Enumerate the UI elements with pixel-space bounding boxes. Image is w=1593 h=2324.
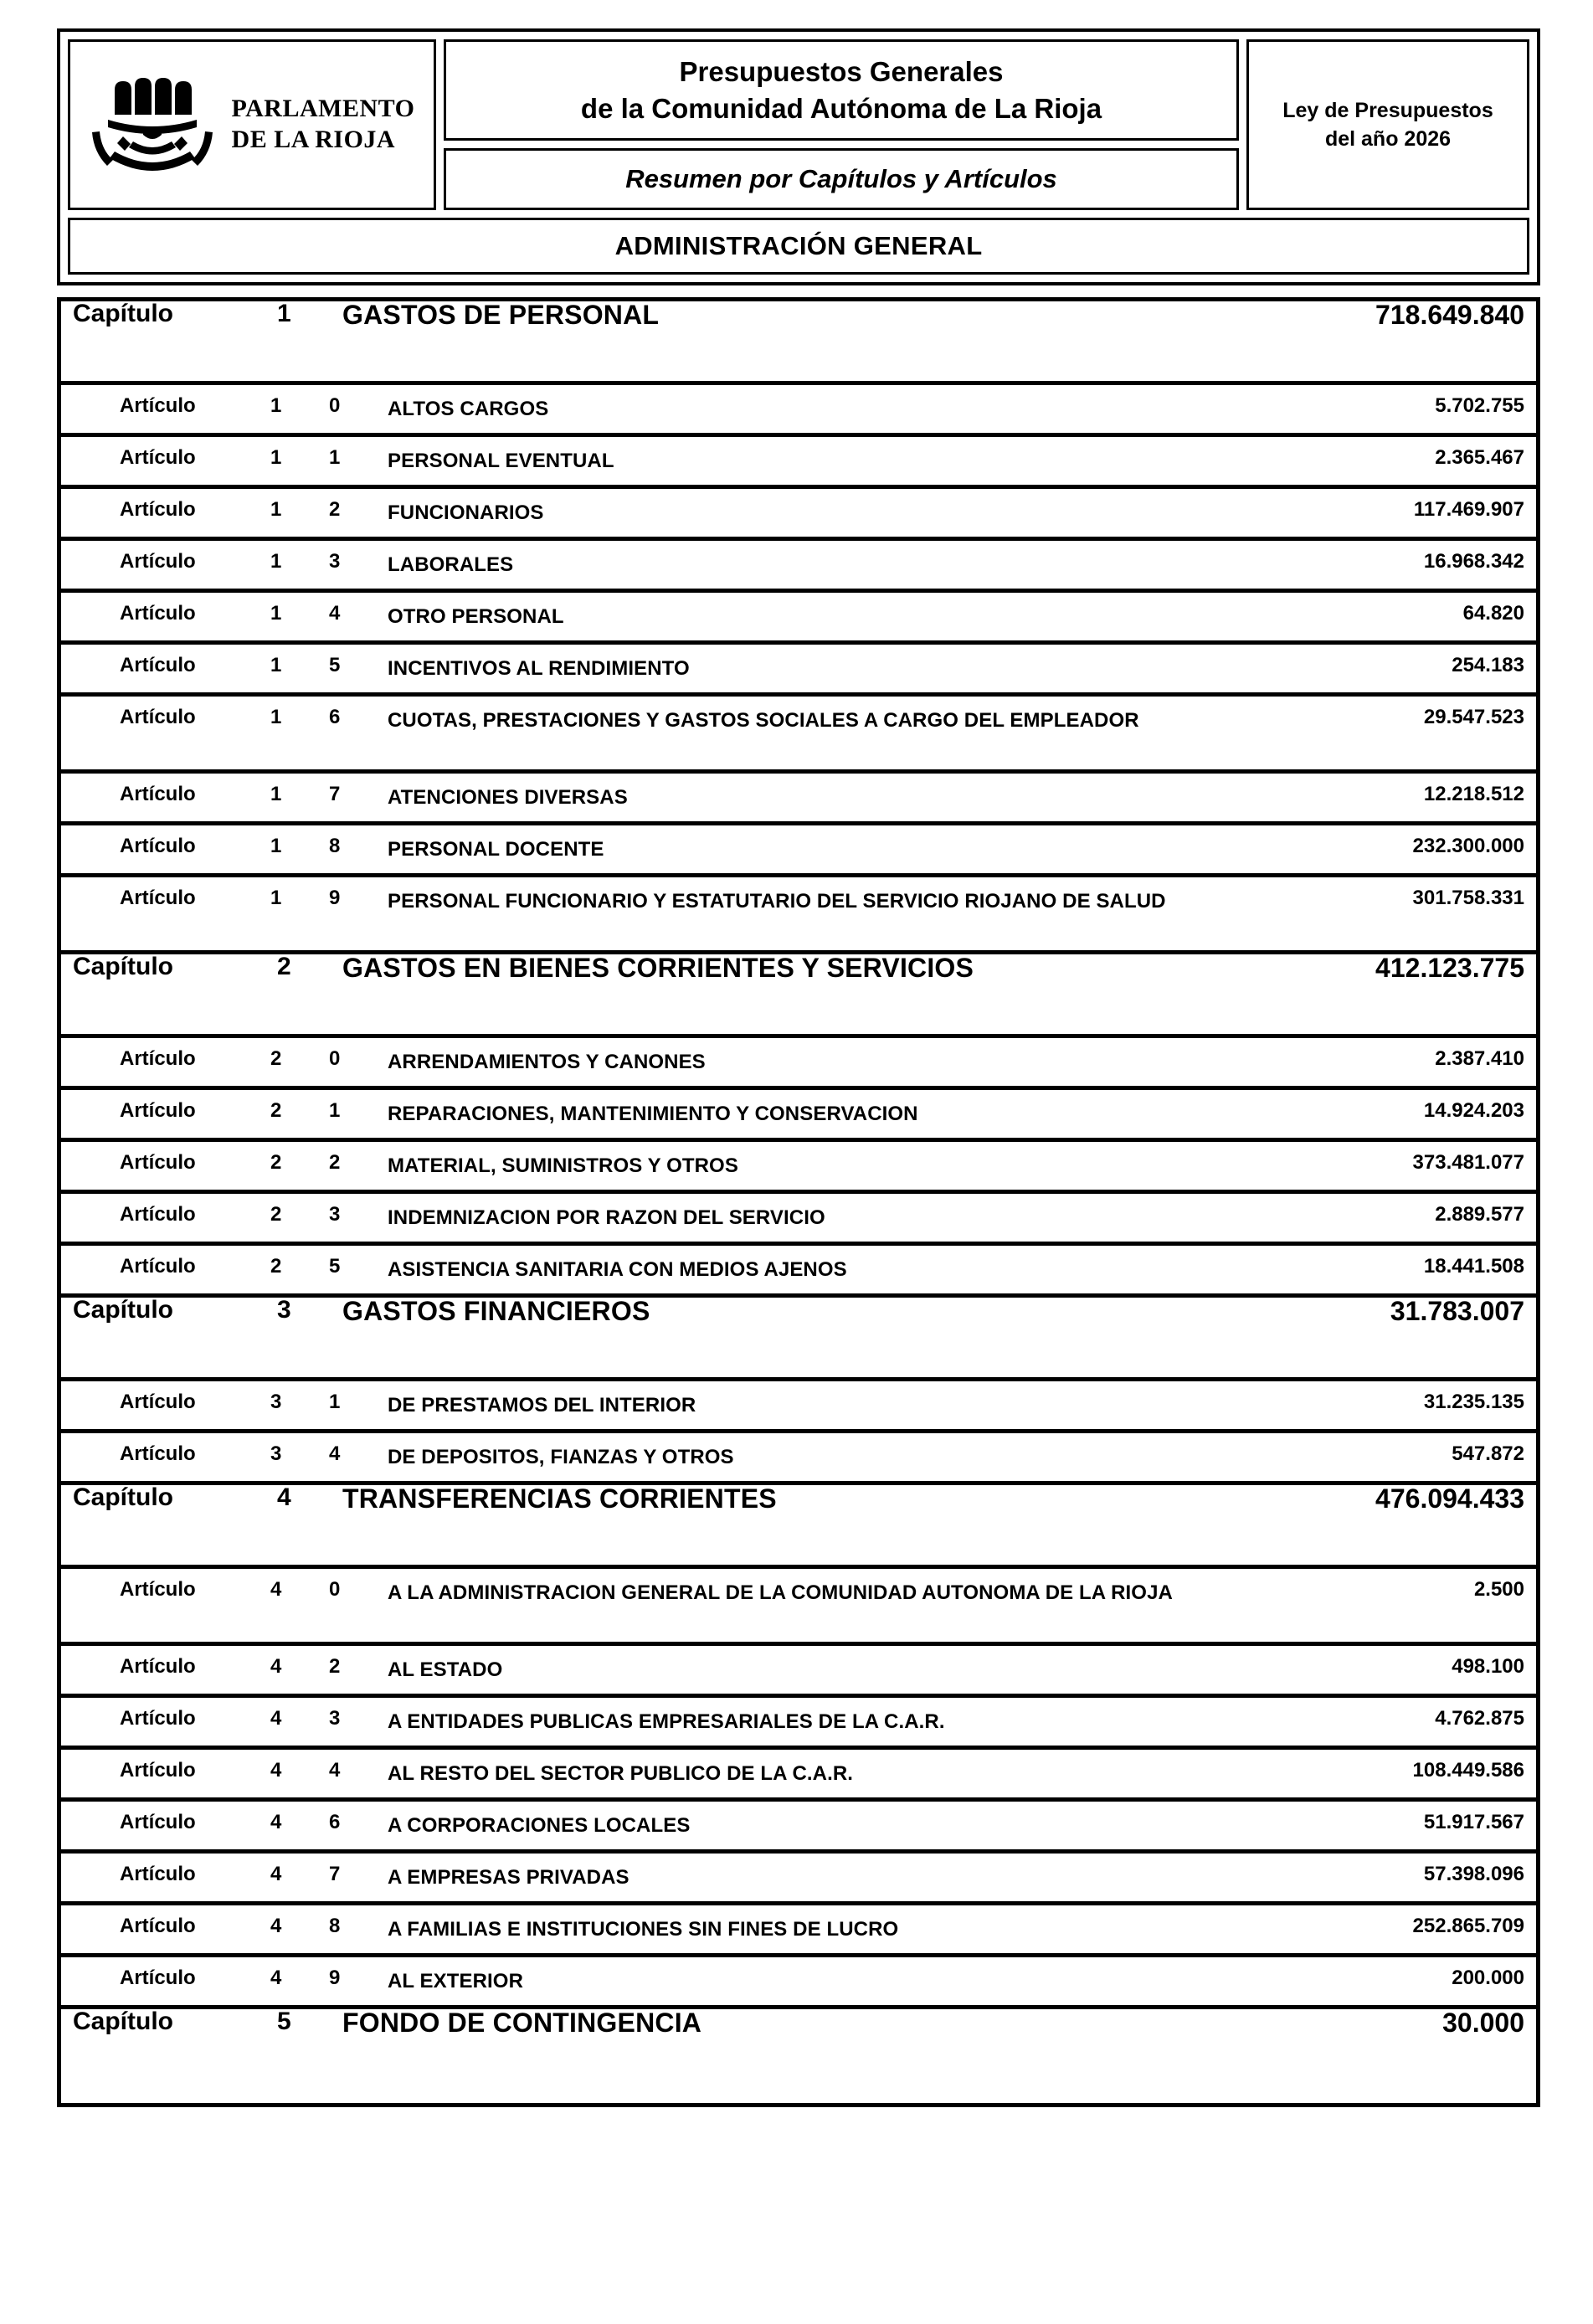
article-amount: 29.547.523 — [1423, 706, 1524, 729]
article-number: 4 — [329, 1759, 341, 1782]
article-row — [61, 1905, 1536, 1957]
article-description: ASISTENCIA SANITARIA CON MEDIOS AJENOS — [388, 1258, 847, 1282]
article-row — [61, 645, 1536, 697]
article-label: Artículo — [120, 1578, 196, 1602]
chapter-amount: 412.123.775 — [1375, 953, 1524, 984]
article-amount: 547.872 — [1452, 1442, 1524, 1466]
parlamento-de-la-rioja-emblem-icon — [90, 75, 215, 175]
article-label: Artículo — [120, 1915, 196, 1938]
article-row — [61, 1646, 1536, 1698]
article-row — [61, 1569, 1536, 1646]
article-amount: 5.702.755 — [1435, 394, 1524, 418]
chapter-row — [61, 1485, 1536, 1569]
article-row — [61, 1381, 1536, 1433]
article-label: Artículo — [120, 1707, 196, 1730]
article-chapter-number: 4 — [270, 1915, 282, 1938]
chapter-row — [61, 954, 1536, 1038]
chapter-number: 1 — [277, 300, 291, 328]
article-amount: 31.235.135 — [1423, 1391, 1524, 1414]
article-description: ARRENDAMIENTOS Y CANONES — [388, 1051, 706, 1074]
article-amount: 2.500 — [1473, 1578, 1524, 1602]
article-description: AL RESTO DEL SECTOR PUBLICO DE LA C.A.R. — [388, 1762, 854, 1786]
article-chapter-number: 3 — [270, 1442, 282, 1466]
article-chapter-number: 1 — [270, 602, 282, 625]
article-label: Artículo — [120, 1759, 196, 1782]
article-amount: 16.968.342 — [1423, 550, 1524, 573]
article-row — [61, 1957, 1536, 2009]
chapter-number: 4 — [277, 1483, 291, 1512]
article-label: Artículo — [120, 1442, 196, 1466]
article-amount: 117.469.907 — [1413, 498, 1524, 522]
chapter-label: Capítulo — [73, 300, 173, 328]
chapter-row — [61, 1298, 1536, 1381]
article-amount: 2.387.410 — [1435, 1047, 1524, 1071]
article-chapter-number: 1 — [270, 550, 282, 573]
article-row — [61, 774, 1536, 825]
chapter-description: GASTOS EN BIENES CORRIENTES Y SERVICIOS — [342, 953, 974, 984]
chapter-amount: 718.649.840 — [1375, 300, 1524, 331]
article-description: INDEMNIZACION POR RAZON DEL SERVICIO — [388, 1206, 825, 1230]
article-number: 9 — [329, 1967, 341, 1990]
article-description: PERSONAL EVENTUAL — [388, 450, 614, 473]
article-label: Artículo — [120, 550, 196, 573]
chapter-description: TRANSFERENCIAS CORRIENTES — [342, 1483, 777, 1514]
article-amount: 252.865.709 — [1412, 1915, 1524, 1938]
article-chapter-number: 4 — [270, 1759, 282, 1782]
article-amount: 2.365.467 — [1435, 446, 1524, 470]
article-label: Artículo — [120, 1047, 196, 1071]
title-column — [444, 39, 1239, 210]
article-label: Artículo — [120, 1967, 196, 1990]
article-number: 2 — [329, 1151, 341, 1175]
article-amount: 4.762.875 — [1435, 1707, 1524, 1730]
chapter-number: 3 — [277, 1296, 291, 1324]
article-chapter-number: 2 — [270, 1099, 282, 1123]
article-row — [61, 541, 1536, 593]
parliament-logo-box — [68, 39, 436, 210]
article-label: Artículo — [120, 654, 196, 677]
article-chapter-number: 1 — [270, 783, 282, 806]
section-title: ADMINISTRACIÓN GENERAL — [68, 218, 1529, 275]
article-row — [61, 385, 1536, 437]
article-chapter-number: 2 — [270, 1151, 282, 1175]
article-chapter-number: 1 — [270, 654, 282, 677]
article-row — [61, 593, 1536, 645]
law-line-1: Ley de Presupuestos — [1282, 98, 1493, 122]
document-title-box — [444, 39, 1239, 141]
article-description: INCENTIVOS AL RENDIMIENTO — [388, 657, 690, 681]
article-amount: 200.000 — [1452, 1967, 1524, 1990]
article-chapter-number: 4 — [270, 1863, 282, 1886]
article-row — [61, 1246, 1536, 1298]
article-description: AL ESTADO — [388, 1658, 503, 1682]
header-top-row — [68, 39, 1529, 210]
article-number: 3 — [329, 1203, 341, 1226]
article-row — [61, 489, 1536, 541]
title-line-2: de la Comunidad Autónoma de La Rioja — [580, 92, 1102, 124]
article-chapter-number: 4 — [270, 1578, 282, 1602]
chapter-row — [61, 2009, 1536, 2103]
article-number: 7 — [329, 783, 341, 806]
article-number: 9 — [329, 887, 341, 910]
article-amount: 108.449.586 — [1412, 1759, 1524, 1782]
law-reference-box — [1246, 39, 1529, 210]
article-number: 2 — [329, 498, 341, 522]
article-amount: 57.398.096 — [1423, 1863, 1524, 1886]
article-description: AL EXTERIOR — [388, 1970, 524, 1993]
article-chapter-number: 4 — [270, 1655, 282, 1679]
article-description: ATENCIONES DIVERSAS — [388, 786, 628, 810]
article-description: OTRO PERSONAL — [388, 605, 564, 629]
article-label: Artículo — [120, 1655, 196, 1679]
article-description: MATERIAL, SUMINISTROS Y OTROS — [388, 1154, 738, 1178]
article-label: Artículo — [120, 602, 196, 625]
article-description: PERSONAL DOCENTE — [388, 838, 604, 861]
article-row — [61, 1433, 1536, 1485]
article-amount: 254.183 — [1452, 654, 1524, 677]
logo-line-2: DE LA RIOJA — [231, 126, 396, 154]
article-description: DE PRESTAMOS DEL INTERIOR — [388, 1394, 696, 1417]
article-row — [61, 1090, 1536, 1142]
article-description: A LA ADMINISTRACION GENERAL DE LA COMUNIDAD AUTONOMA DE LA RIOJA — [388, 1581, 1173, 1605]
chapter-description: GASTOS FINANCIEROS — [342, 1296, 650, 1327]
chapter-label: Capítulo — [73, 1483, 173, 1512]
article-row — [61, 1194, 1536, 1246]
article-label: Artículo — [120, 498, 196, 522]
article-amount: 14.924.203 — [1423, 1099, 1524, 1123]
article-number: 1 — [329, 1099, 341, 1123]
article-number: 3 — [329, 1707, 341, 1730]
article-amount: 301.758.331 — [1412, 887, 1524, 910]
article-chapter-number: 1 — [270, 394, 282, 418]
chapter-number: 2 — [277, 953, 291, 981]
chapter-label: Capítulo — [73, 2008, 173, 2036]
law-line-2: del año 2026 — [1324, 127, 1452, 152]
article-amount: 232.300.000 — [1412, 835, 1524, 858]
article-label: Artículo — [120, 1255, 196, 1278]
article-row — [61, 877, 1536, 954]
article-label: Artículo — [120, 1151, 196, 1175]
article-label: Artículo — [120, 394, 196, 418]
article-row — [61, 1698, 1536, 1750]
article-chapter-number: 2 — [270, 1203, 282, 1226]
article-row — [61, 1802, 1536, 1854]
chapter-description: FONDO DE CONTINGENCIA — [342, 2008, 702, 2039]
article-number: 0 — [329, 1047, 341, 1071]
article-chapter-number: 1 — [270, 498, 282, 522]
article-label: Artículo — [120, 835, 196, 858]
article-row — [61, 1038, 1536, 1090]
article-label: Artículo — [120, 1099, 196, 1123]
article-chapter-number: 4 — [270, 1811, 282, 1834]
article-amount: 498.100 — [1452, 1655, 1524, 1679]
article-number: 1 — [329, 1391, 341, 1414]
article-number: 4 — [329, 602, 341, 625]
chapter-label: Capítulo — [73, 1296, 173, 1324]
article-amount: 12.218.512 — [1423, 783, 1524, 806]
article-label: Artículo — [120, 446, 196, 470]
article-amount: 64.820 — [1462, 602, 1524, 625]
article-number: 1 — [329, 446, 341, 470]
article-row — [61, 1142, 1536, 1194]
article-label: Artículo — [120, 887, 196, 910]
article-description: A FAMILIAS E INSTITUCIONES SIN FINES DE LUCRO — [388, 1918, 899, 1941]
budget-table — [57, 297, 1540, 2107]
article-amount: 2.889.577 — [1435, 1203, 1524, 1226]
chapter-amount: 30.000 — [1442, 2008, 1524, 2039]
article-number: 0 — [329, 1578, 341, 1602]
article-description: DE DEPOSITOS, FIANZAS Y OTROS — [388, 1446, 734, 1469]
chapter-label: Capítulo — [73, 953, 173, 981]
article-label: Artículo — [120, 1863, 196, 1886]
article-description: A ENTIDADES PUBLICAS EMPRESARIALES DE LA C.A.R. — [388, 1710, 945, 1734]
article-chapter-number: 3 — [270, 1391, 282, 1414]
article-row — [61, 437, 1536, 489]
article-number: 5 — [329, 1255, 341, 1278]
document-subtitle: Resumen por Capítulos y Artículos — [444, 148, 1239, 210]
article-amount: 18.441.508 — [1423, 1255, 1524, 1278]
article-description: A CORPORACIONES LOCALES — [388, 1814, 691, 1838]
chapter-number: 5 — [277, 2008, 291, 2036]
article-label: Artículo — [120, 1203, 196, 1226]
article-row — [61, 1750, 1536, 1802]
article-description: CUOTAS, PRESTACIONES Y GASTOS SOCIALES A CARGO DEL EMPLEADOR — [388, 709, 1139, 733]
article-number: 5 — [329, 654, 341, 677]
title-line-1: Presupuestos Generales — [679, 56, 1004, 87]
article-description: ALTOS CARGOS — [388, 398, 549, 421]
article-number: 0 — [329, 394, 341, 418]
article-chapter-number: 2 — [270, 1255, 282, 1278]
article-description: LABORALES — [388, 553, 514, 577]
article-number: 6 — [329, 1811, 341, 1834]
article-row — [61, 1854, 1536, 1905]
chapter-row — [61, 301, 1536, 385]
article-row — [61, 825, 1536, 877]
article-description: REPARACIONES, MANTENIMIENTO Y CONSERVACION — [388, 1103, 918, 1126]
article-number: 2 — [329, 1655, 341, 1679]
article-number: 4 — [329, 1442, 341, 1466]
article-chapter-number: 2 — [270, 1047, 282, 1071]
article-number: 8 — [329, 835, 341, 858]
document-header — [57, 28, 1540, 285]
chapter-amount: 31.783.007 — [1390, 1296, 1524, 1327]
article-chapter-number: 1 — [270, 887, 282, 910]
article-number: 7 — [329, 1863, 341, 1886]
article-chapter-number: 1 — [270, 446, 282, 470]
article-label: Artículo — [120, 706, 196, 729]
article-row — [61, 697, 1536, 774]
article-label: Artículo — [120, 783, 196, 806]
article-chapter-number: 1 — [270, 835, 282, 858]
article-description: PERSONAL FUNCIONARIO Y ESTATUTARIO DEL SERVICIO RIOJANO DE SALUD — [388, 890, 1166, 913]
chapter-amount: 476.094.433 — [1375, 1483, 1524, 1514]
article-description: A EMPRESAS PRIVADAS — [388, 1866, 629, 1890]
parliament-logo-text — [232, 94, 415, 155]
chapter-description: GASTOS DE PERSONAL — [342, 300, 660, 331]
article-number: 8 — [329, 1915, 341, 1938]
article-chapter-number: 4 — [270, 1967, 282, 1990]
article-label: Artículo — [120, 1811, 196, 1834]
article-amount: 51.917.567 — [1423, 1811, 1524, 1834]
article-amount: 373.481.077 — [1412, 1151, 1524, 1175]
article-label: Artículo — [120, 1391, 196, 1414]
logo-line-1: PARLAMENTO — [231, 95, 415, 123]
article-chapter-number: 4 — [270, 1707, 282, 1730]
article-description: FUNCIONARIOS — [388, 501, 544, 525]
article-chapter-number: 1 — [270, 706, 282, 729]
article-number: 3 — [329, 550, 341, 573]
article-number: 6 — [329, 706, 341, 729]
